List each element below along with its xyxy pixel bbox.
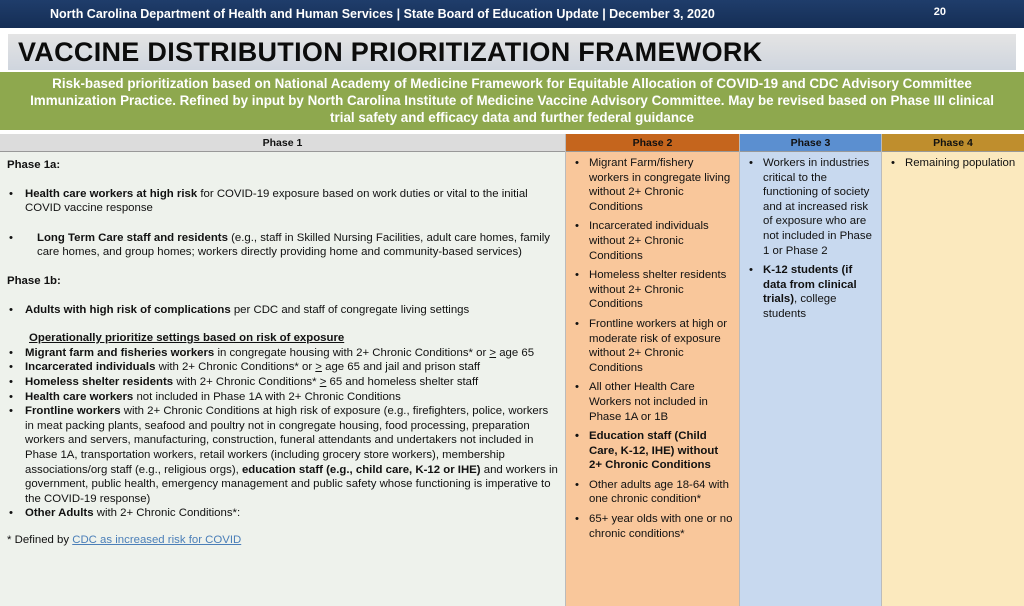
cdc-link[interactable]: CDC as increased risk for COVID [72, 533, 242, 546]
list-item: • K-12 students (if data from clinical trials), college students [747, 263, 875, 321]
list-item: • Migrant farm and fisheries workers in congregate housing with 2+ Chronic Conditions* or > age 65 [7, 346, 559, 361]
list-item: • Long Term Care staff and residents (e.g., staff in Skilled Nursing Facilities, adult care homes, family care homes, and group homes; workers directly providing home and community-based services) [7, 231, 559, 260]
page-number: 20 [933, 6, 946, 18]
phase-1b-list [7, 303, 559, 318]
list-item: • Frontline workers at high or moderate risk of exposure without 2+ Chronic Conditions [573, 317, 733, 375]
phase-2-list [573, 156, 733, 541]
list-item: • Workers in industries critical to the functioning of society and at increased risk of exposure who are not included in Phase 1 or Phase 2 [747, 156, 875, 258]
phase-4-header: Phase 4 [882, 134, 1024, 152]
phase-2-header: Phase 2 [566, 134, 739, 152]
list-item: • Incarcerated individuals with 2+ Chronic Conditions* or > age 65 and jail and prison staff [7, 360, 559, 375]
header-text: North Carolina Department of Health and Human Services | State Board of Education Update | December 3, 2020 [50, 7, 715, 21]
list-item: • Frontline workers with 2+ Chronic Conditions at high risk of exposure (e.g., firefighters, police, workers in meat packing plants, seafood and poultry not in congregate housing, food processing, preparation workers and servers, manufacturing, construction, funeral attendants and undertakers not included in Phase 1A, transportation workers, retail workers (including grocery store workers), membership associations/org staff (e.g., religious orgs), education staff (e.g., child care, K-12 or IHE) and workers in government, public health, emergency management and public safety whose functioning is imperative to the COVID-19 response) [7, 404, 559, 506]
phase-1a-list [7, 187, 559, 260]
list-item: • Education staff (Child Care, K-12, IHE) without 2+ Chronic Conditions [573, 429, 733, 473]
phase-3-column [740, 134, 882, 606]
operational-heading: Operationally prioritize settings based on risk of exposure [29, 332, 345, 345]
list-item: • Health care workers not included in Phase 1A with 2+ Chronic Conditions [7, 390, 559, 405]
phase-2-column [566, 134, 740, 606]
list-item: • Health care workers at high risk for COVID-19 exposure based on work duties or vital to the initial COVID vaccine response [7, 187, 559, 216]
slide-header-bar [0, 0, 1024, 28]
phase-3-list [747, 156, 875, 322]
list-item: • Adults with high risk of complications per CDC and staff of congregate living settings [7, 303, 559, 318]
list-item: • Incarcerated individuals without 2+ Chronic Conditions [573, 219, 733, 263]
list-item: • All other Health Care Workers not included in Phase 1A or 1B [573, 380, 733, 424]
phase-1-column [0, 134, 566, 606]
list-item: • Migrant Farm/fishery workers in congregate living without 2+ Chronic Conditions [573, 156, 733, 214]
phase-4-list [889, 156, 1018, 171]
phase-3-header: Phase 3 [740, 134, 881, 152]
phase-1-header: Phase 1 [0, 134, 565, 152]
list-item: • Other Adults with 2+ Chronic Conditions*: [7, 506, 559, 521]
operational-list [7, 346, 559, 521]
list-item: • Homeless shelter residents without 2+ Chronic Conditions [573, 268, 733, 312]
framework-banner: Risk-based prioritization based on National Academy of Medicine Framework for Equitable Allocation of COVID-19 and CDC Advisory Committee Immunization Practice. Refined by input by North Carolina Institute of Medicine Vaccine Advisory Committee. May be revised based on Phase III clinical trial safety and efficacy data and further federal guidance [0, 72, 1024, 130]
footnote: * Defined by CDC as increased risk for COVID [7, 533, 242, 546]
list-item: • 65+ year olds with one or no chronic conditions* [573, 512, 733, 541]
list-item: • Remaining population [889, 156, 1018, 171]
phase-1b-heading: Phase 1b: [7, 274, 61, 287]
phase-1a-heading: Phase 1a: [7, 159, 61, 171]
page-title: VACCINE DISTRIBUTION PRIORITIZATION FRAMEWORK [8, 34, 1016, 70]
list-item: • Homeless shelter residents with 2+ Chronic Conditions* > 65 and homeless shelter staff [7, 375, 559, 390]
list-item: • Other adults age 18-64 with one chronic condition* [573, 478, 733, 507]
phase-4-column [882, 134, 1024, 606]
